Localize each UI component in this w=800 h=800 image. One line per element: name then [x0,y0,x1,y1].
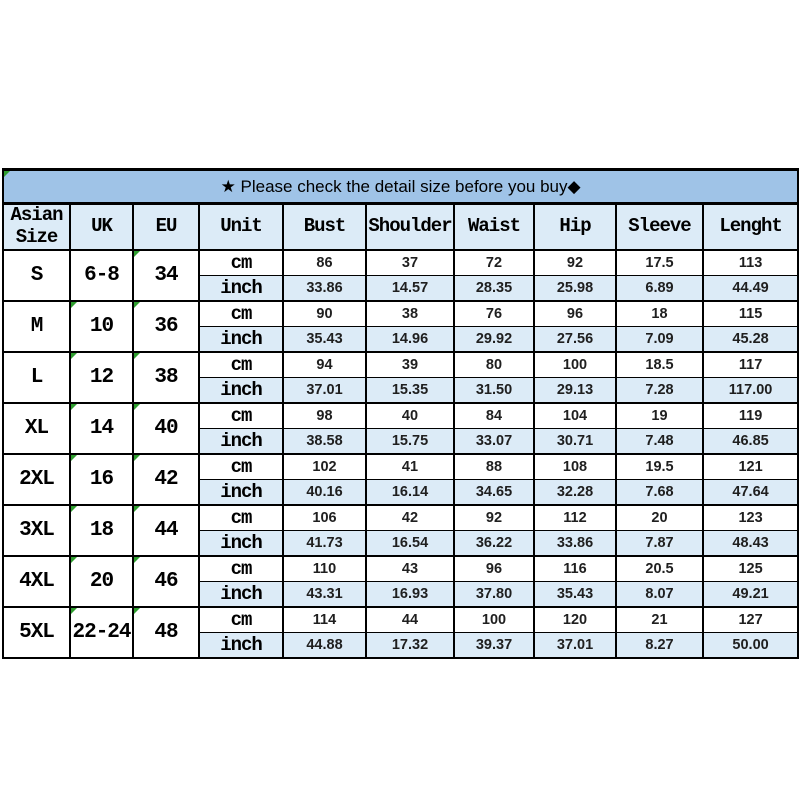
bust-inch-cell: 33.86 [283,275,366,301]
sleeve-cm-cell: 18.5 [616,352,703,378]
unit-cm-cell: cm [199,607,283,633]
sleeve-inch-cell: 7.87 [616,530,703,556]
bust-cm-cell: 110 [283,556,366,582]
excel-corner-marker-icon [71,557,77,563]
unit-cm-cell: cm [199,403,283,429]
uk-cell: 22-24 [70,607,133,658]
sleeve-inch-cell: 8.27 [616,632,703,658]
shoulder-cm-cell: 41 [366,454,454,480]
hip-cm-cell: 108 [534,454,616,480]
bust-cm-cell: 114 [283,607,366,633]
unit-cm-cell: cm [199,556,283,582]
shoulder-cm-cell: 44 [366,607,454,633]
lenght-cm-cell: 127 [703,607,798,633]
bust-inch-cell: 41.73 [283,530,366,556]
banner [3,170,798,204]
hip-cm-cell: 120 [534,607,616,633]
excel-corner-marker-icon [4,171,10,177]
sleeve-cm-cell: 19 [616,403,703,429]
excel-corner-marker-icon [71,353,77,359]
unit-cm-cell: cm [199,454,283,480]
waist-cm-cell: 100 [454,607,534,633]
excel-corner-marker-icon [134,608,140,614]
sleeve-inch-cell: 7.48 [616,428,703,454]
waist-inch-cell: 31.50 [454,377,534,403]
uk-cell: 20 [70,556,133,607]
unit-cm-cell: cm [199,301,283,327]
hip-cm-cell: 112 [534,505,616,531]
lenght-cm-cell: 115 [703,301,798,327]
shoulder-inch-cell: 14.57 [366,275,454,301]
size-cell: XL [3,403,70,454]
waist-inch-cell: 29.92 [454,326,534,352]
hip-cm-cell: 96 [534,301,616,327]
waist-cm-cell: 92 [454,505,534,531]
unit-inch-cell: inch [199,632,283,658]
size-cell: 3XL [3,505,70,556]
lenght-cm-cell: 121 [703,454,798,480]
waist-cm-cell: 76 [454,301,534,327]
column-header-eu: EU [133,204,199,250]
lenght-cm-cell: 123 [703,505,798,531]
lenght-inch-cell: 44.49 [703,275,798,301]
column-header-bust: Bust [283,204,366,250]
bust-cm-cell: 102 [283,454,366,480]
sleeve-cm-cell: 20 [616,505,703,531]
sleeve-cm-cell: 17.5 [616,250,703,276]
shoulder-cm-cell: 38 [366,301,454,327]
size-row-4XL-cm [3,556,798,582]
bust-inch-cell: 37.01 [283,377,366,403]
lenght-inch-cell: 46.85 [703,428,798,454]
uk-cell: 10 [70,301,133,352]
sleeve-cm-cell: 18 [616,301,703,327]
shoulder-inch-cell: 15.75 [366,428,454,454]
lenght-cm-cell: 117 [703,352,798,378]
waist-cm-cell: 96 [454,556,534,582]
hip-cm-cell: 92 [534,250,616,276]
column-header-uk: UK [70,204,133,250]
column-header-waist: Waist [454,204,534,250]
column-header-row [3,204,798,250]
unit-cm-cell: cm [199,505,283,531]
lenght-cm-cell: 119 [703,403,798,429]
sleeve-inch-cell: 7.68 [616,479,703,505]
banner-text: ★ Please check the detail size before you buy◆ [220,176,581,196]
waist-inch-cell: 36.22 [454,530,534,556]
sleeve-inch-cell: 7.28 [616,377,703,403]
size-row-2XL-cm [3,454,798,480]
uk-cell: 18 [70,505,133,556]
table-head [3,170,798,250]
size-chart-table [2,168,799,659]
unit-inch-cell: inch [199,479,283,505]
lenght-inch-cell: 48.43 [703,530,798,556]
excel-corner-marker-icon [71,302,77,308]
excel-corner-marker-icon [134,353,140,359]
size-cell: 4XL [3,556,70,607]
column-header-shoulder: Shoulder [366,204,454,250]
waist-inch-cell: 37.80 [454,581,534,607]
shoulder-cm-cell: 39 [366,352,454,378]
size-cell: 5XL [3,607,70,658]
waist-inch-cell: 28.35 [454,275,534,301]
excel-corner-marker-icon [71,608,77,614]
unit-inch-cell: inch [199,581,283,607]
unit-inch-cell: inch [199,377,283,403]
excel-corner-marker-icon [134,506,140,512]
column-header-sleeve: Sleeve [616,204,703,250]
eu-cell: 46 [133,556,199,607]
hip-inch-cell: 32.28 [534,479,616,505]
hip-inch-cell: 27.56 [534,326,616,352]
waist-inch-cell: 33.07 [454,428,534,454]
size-row-XL-cm [3,403,798,429]
hip-inch-cell: 29.13 [534,377,616,403]
eu-cell: 42 [133,454,199,505]
waist-cm-cell: 80 [454,352,534,378]
bust-cm-cell: 90 [283,301,366,327]
waist-cm-cell: 72 [454,250,534,276]
sleeve-inch-cell: 7.09 [616,326,703,352]
excel-corner-marker-icon [134,557,140,563]
column-header-hip: Hip [534,204,616,250]
unit-inch-cell: inch [199,428,283,454]
uk-cell: 6-8 [70,250,133,301]
excel-corner-marker-icon [134,455,140,461]
hip-cm-cell: 116 [534,556,616,582]
lenght-inch-cell: 45.28 [703,326,798,352]
size-cell: S [3,250,70,301]
excel-corner-marker-icon [71,455,77,461]
hip-inch-cell: 25.98 [534,275,616,301]
sleeve-cm-cell: 19.5 [616,454,703,480]
column-header-unit: Unit [199,204,283,250]
size-cell: M [3,301,70,352]
unit-inch-cell: inch [199,530,283,556]
bust-inch-cell: 35.43 [283,326,366,352]
eu-cell: 38 [133,352,199,403]
hip-cm-cell: 100 [534,352,616,378]
sleeve-cm-cell: 20.5 [616,556,703,582]
excel-corner-marker-icon [71,404,77,410]
size-row-S-cm [3,250,798,276]
unit-inch-cell: inch [199,275,283,301]
bust-cm-cell: 98 [283,403,366,429]
waist-inch-cell: 39.37 [454,632,534,658]
lenght-inch-cell: 50.00 [703,632,798,658]
shoulder-inch-cell: 16.54 [366,530,454,556]
unit-cm-cell: cm [199,250,283,276]
shoulder-inch-cell: 15.35 [366,377,454,403]
shoulder-cm-cell: 42 [366,505,454,531]
shoulder-cm-cell: 40 [366,403,454,429]
size-row-L-cm [3,352,798,378]
excel-corner-marker-icon [71,506,77,512]
hip-inch-cell: 37.01 [534,632,616,658]
lenght-cm-cell: 125 [703,556,798,582]
lenght-inch-cell: 117.00 [703,377,798,403]
shoulder-inch-cell: 14.96 [366,326,454,352]
size-row-M-cm [3,301,798,327]
sleeve-inch-cell: 8.07 [616,581,703,607]
table-body [3,250,798,658]
shoulder-inch-cell: 17.32 [366,632,454,658]
hip-inch-cell: 33.86 [534,530,616,556]
bust-cm-cell: 106 [283,505,366,531]
hip-cm-cell: 104 [534,403,616,429]
excel-corner-marker-icon [134,251,140,257]
unit-inch-cell: inch [199,326,283,352]
bust-inch-cell: 43.31 [283,581,366,607]
waist-cm-cell: 84 [454,403,534,429]
bust-cm-cell: 86 [283,250,366,276]
uk-cell: 16 [70,454,133,505]
size-cell: L [3,352,70,403]
lenght-inch-cell: 47.64 [703,479,798,505]
waist-cm-cell: 88 [454,454,534,480]
lenght-cm-cell: 113 [703,250,798,276]
column-header-asian-size: Asian Size [3,204,70,250]
sleeve-inch-cell: 6.89 [616,275,703,301]
size-row-5XL-cm [3,607,798,633]
eu-cell: 48 [133,607,199,658]
unit-cm-cell: cm [199,352,283,378]
uk-cell: 12 [70,352,133,403]
excel-corner-marker-icon [134,302,140,308]
column-header-lenght: Lenght [703,204,798,250]
shoulder-inch-cell: 16.14 [366,479,454,505]
bust-inch-cell: 44.88 [283,632,366,658]
eu-cell: 44 [133,505,199,556]
sleeve-cm-cell: 21 [616,607,703,633]
eu-cell: 34 [133,250,199,301]
uk-cell: 14 [70,403,133,454]
size-row-3XL-cm [3,505,798,531]
size-cell: 2XL [3,454,70,505]
waist-inch-cell: 34.65 [454,479,534,505]
hip-inch-cell: 35.43 [534,581,616,607]
bust-inch-cell: 38.58 [283,428,366,454]
eu-cell: 36 [133,301,199,352]
banner-row [3,170,798,204]
shoulder-inch-cell: 16.93 [366,581,454,607]
bust-inch-cell: 40.16 [283,479,366,505]
shoulder-cm-cell: 37 [366,250,454,276]
bust-cm-cell: 94 [283,352,366,378]
eu-cell: 40 [133,403,199,454]
excel-corner-marker-icon [134,404,140,410]
shoulder-cm-cell: 43 [366,556,454,582]
hip-inch-cell: 30.71 [534,428,616,454]
lenght-inch-cell: 49.21 [703,581,798,607]
